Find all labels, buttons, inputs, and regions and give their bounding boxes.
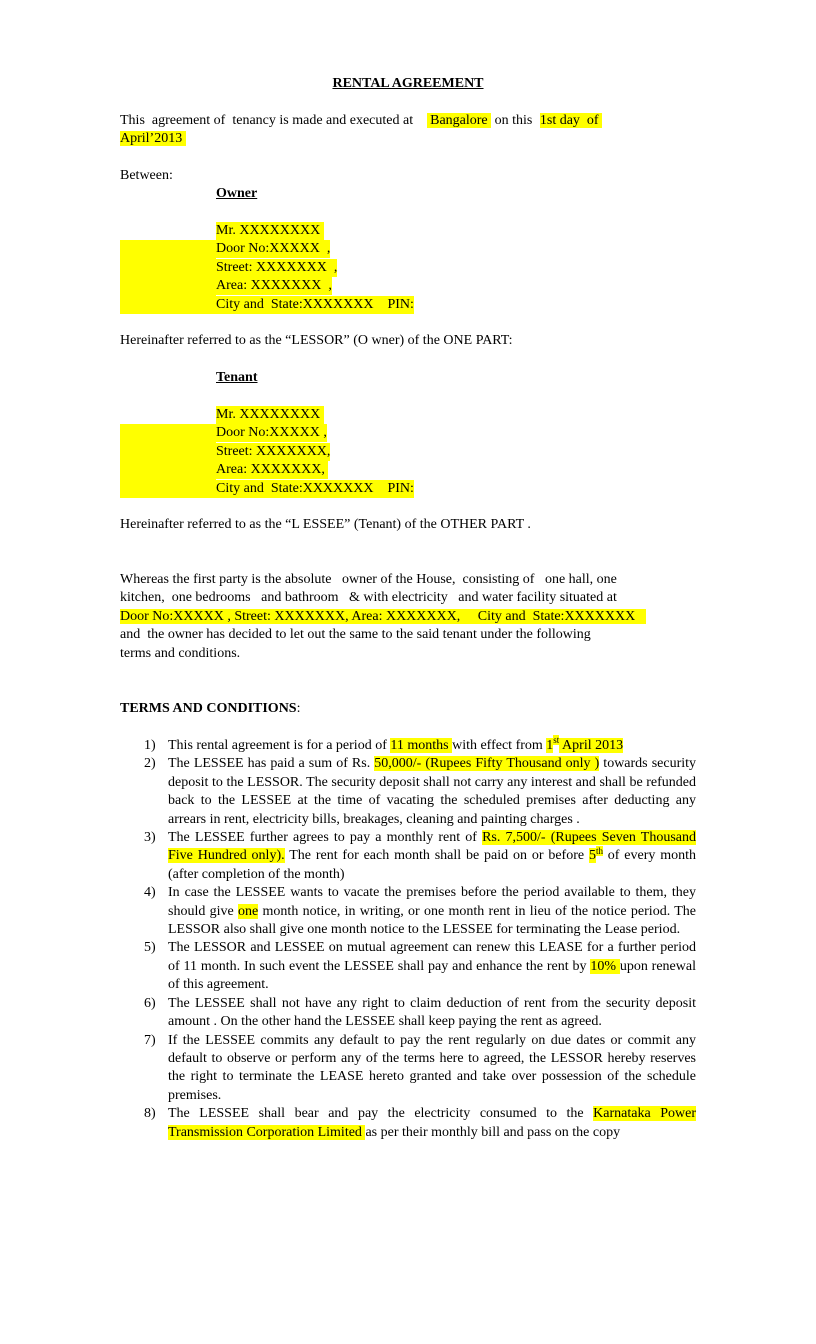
document-title: RENTAL AGREEMENT	[332, 76, 484, 91]
lessee-note: Hereinafter referred to as the “L ESSEE” (Tenant) of the OTHER PART .	[120, 517, 531, 532]
intro-date-a: 1st day of	[539, 113, 603, 128]
whereas-line: terms and conditions.	[120, 645, 241, 661]
between-label: Between:	[120, 168, 173, 183]
intro-paragraph	[120, 112, 700, 149]
term-item: 6) The LESSEE shall not have any right to claim deduction of rent from the security deposit amount . On the other hand the LESSEE shall keep paying the rent as agreed.	[144, 995, 696, 1030]
whereas-line: Whereas the first party is the absolute owner of the House, consisting of one hall, one	[120, 572, 617, 587]
owner-line: Street: XXXXXXX ,	[120, 259, 700, 277]
owner-address-block	[120, 222, 700, 314]
tenant-heading: Tenant	[216, 370, 258, 385]
terms-heading: TERMS AND CONDITIONS:	[120, 701, 301, 716]
term-item: 1) This rental agreement is for a period of 11 months with effect from 1st April 2013	[144, 735, 624, 753]
term-item: 2) The LESSEE has paid a sum of Rs. 50,000/- (Rupees Fifty Thousand only ) towards security deposit to the LESSOR. The security deposit shall not carry any interest and shall be refunded back to the LESSEE at the time of vacating the scheduled premises after deducting any arrears in rent, electricity bills, breakages, cleaning and painting charges .	[144, 756, 697, 827]
intro-date-b: April’2013	[120, 131, 186, 147]
term-item: 8) The LESSEE shall bear and pay the electricity consumed to the Karnataka Power Transmission Corporation Limited as per their monthly bill and pass on the copy	[144, 1106, 696, 1140]
term-item: 7) If the LESSEE commits any default to pay the rent regularly on due dates or commit any default to observe or perform any of the terms here to agreed, the LESSOR hereby reserves the right to terminate the LEASE hereto granted and take over possession of the schedule premises.	[144, 1032, 696, 1103]
whereas-line: kitchen, one bedrooms and bathroom & with electricity and water facility situated at	[120, 590, 617, 606]
intro-city: Bangalore	[426, 113, 492, 128]
intro-prefix: This agreement of tenancy is made and executed at	[120, 113, 417, 128]
lessor-note: Hereinafter referred to as the “LESSOR” (O wner) of the ONE PART:	[120, 333, 513, 348]
intro-mid: on this	[491, 113, 536, 128]
term-item: 3) The LESSEE further agrees to pay a monthly rent of Rs. 7,500/- (Rupees Seven Thousand Five Hundred only). The rent for each month shall be paid on or before 5th of every month (after completion of the month)	[144, 830, 697, 882]
owner-line: City and State:XXXXXXX PIN:	[120, 296, 700, 314]
terms-list	[120, 737, 696, 1142]
term-item: 5) The LESSOR and LESSEE on mutual agreement can renew this LEASE for a further period of 11 month. In such event the LESSEE shall pay and enhance the rent by 10% upon renewal of this agreement.	[144, 940, 696, 993]
owner-line: Mr. XXXXXXXX	[216, 223, 324, 238]
owner-line: Area: XXXXXXX ,	[120, 277, 700, 295]
tenant-line: Street: XXXXXXX,	[120, 443, 700, 461]
whereas-line: and the owner has decided to let out the same to the said tenant under the following	[120, 627, 591, 643]
owner-heading: Owner	[216, 186, 258, 201]
tenant-line: Door No:XXXXX ,	[120, 424, 700, 442]
owner-line: Door No:XXXXX ,	[120, 240, 700, 258]
term-item: 4) In case the LESSEE wants to vacate the premises before the period available to them, they should give one month notice, in writing, or one month rent in lieu of the notice period. The LESSOR also shall give one month notice to the LESSEE for terminating the Lease period.	[144, 885, 696, 938]
tenant-line: Mr. XXXXXXXX	[216, 407, 324, 422]
whereas-paragraph	[120, 571, 700, 663]
tenant-line: City and State:XXXXXXX PIN:	[120, 480, 700, 498]
tenant-line: Area: XXXXXXX,	[120, 461, 700, 479]
whereas-address: Door No:XXXXX , Street: XXXXXXX, Area: XXXXXXX, City and State:XXXXXXX	[120, 608, 646, 624]
tenant-address-block	[120, 406, 700, 498]
